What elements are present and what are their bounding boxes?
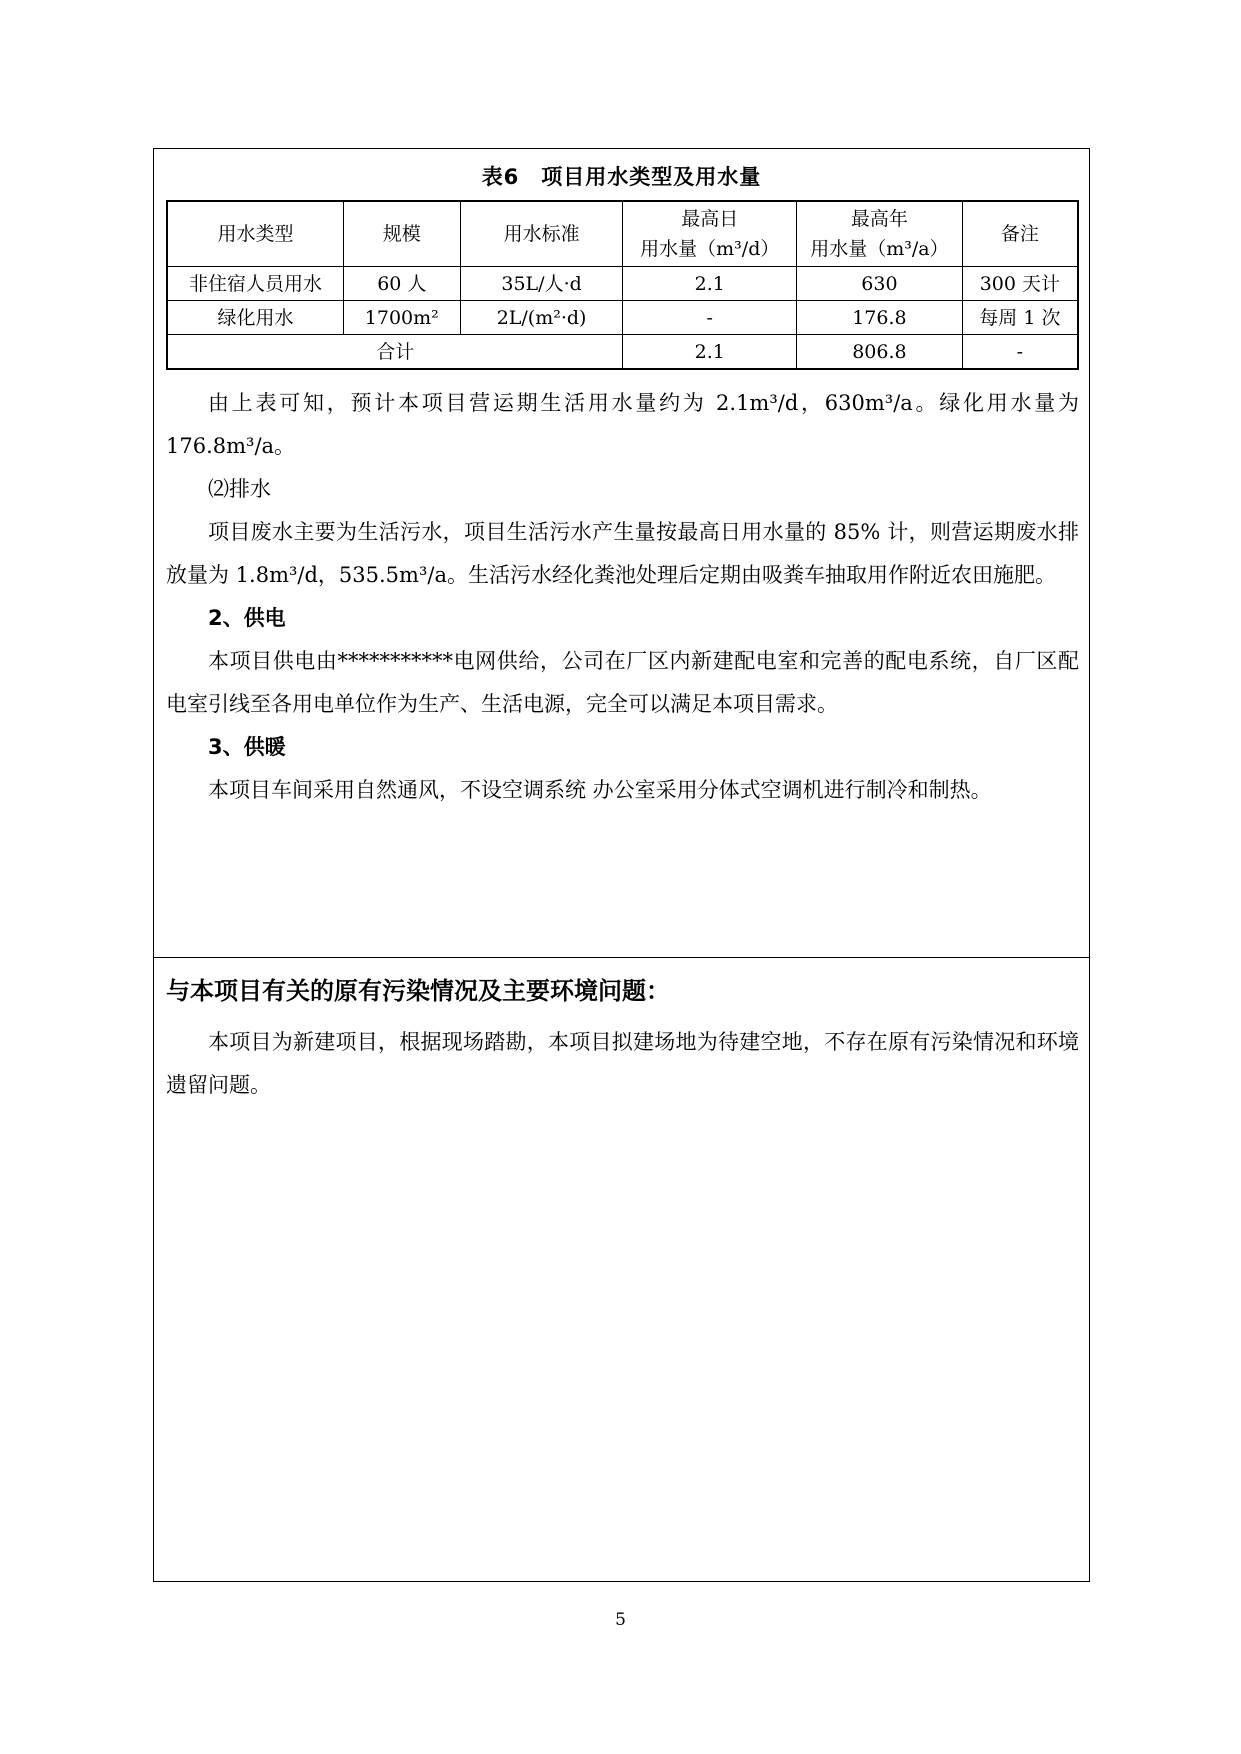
table-cell: 630 — [797, 267, 963, 301]
paragraph-power: 本项目供电由***********电网供给，公司在厂区内新建配电室和完善的配电系统，自厂区配电室引线至各用电单位作为生产、生活电源，完全可以满足本项目需求。 — [166, 649, 1079, 716]
table-header-row — [167, 201, 1078, 267]
header-cell: 备注 — [962, 201, 1078, 267]
table-cell: 176.8 — [797, 301, 963, 335]
table-cell: 35L/人·d — [460, 267, 623, 301]
paragraph-heating: 本项目车间采用自然通风，不设空调系统 办公室采用分体式空调机进行制冷和制热。 — [208, 778, 992, 802]
heading-heating: 3、供暖 — [208, 735, 286, 759]
header-cell: 用水类型 — [167, 201, 343, 267]
table-cell: 合计 — [167, 335, 623, 370]
table-cell: 绿化用水 — [167, 301, 343, 335]
paragraph-existing-pollution: 本项目为新建项目，根据现场踏勘，本项目拟建场地为待建空地，不存在原有污染情况和环境遗留问题。 — [166, 1030, 1079, 1097]
section-body — [166, 1021, 1079, 1107]
table-cell: 806.8 — [797, 335, 963, 370]
header-line: 用水量（m³/d） — [640, 238, 780, 260]
section-title: 与本项目有关的原有污染情况及主要环境问题： — [166, 977, 670, 1005]
table-cell: 2.1 — [623, 267, 797, 301]
header-cell: 规模 — [343, 201, 460, 267]
header-line: 最高年 — [850, 208, 908, 230]
body-text — [166, 382, 1079, 812]
table-cell: 1700m² — [343, 301, 460, 335]
header-cell: 用水标准 — [460, 201, 623, 267]
header-cell — [623, 201, 797, 267]
header-line: 用水量（m³/a） — [810, 238, 949, 260]
header-cell — [797, 201, 963, 267]
header-line: 最高日 — [681, 208, 739, 230]
table-cell: - — [962, 335, 1078, 370]
table-row — [167, 301, 1078, 335]
table-total-row — [167, 335, 1078, 370]
table-title: 表6 项目用水类型及用水量 — [481, 165, 762, 189]
table-row — [167, 267, 1078, 301]
subheading-drainage: ⑵排水 — [208, 477, 271, 501]
table-cell: 每周 1 次 — [962, 301, 1078, 335]
section-divider — [154, 957, 1089, 958]
paragraph-drainage: 项目废水主要为生活污水，项目生活污水产生量按最高日用水量的 85% 计，则营运期废水排放量为 1.8m³/d，535.5m³/a。生活污水经化粪池处理后定期由吸粪车抽取用作附近农田施肥。 — [166, 520, 1079, 587]
table-cell: 60 人 — [343, 267, 460, 301]
page-number: 5 — [615, 1610, 626, 1630]
table-cell: 300 天计 — [962, 267, 1078, 301]
paragraph-water-summary: 由上表可知，预计本项目营运期生活用水量约为 2.1m³/d，630m³/a。绿化用水量为 176.8m³/a。 — [166, 391, 1079, 458]
table-cell: 2L/(m²·d) — [460, 301, 623, 335]
table-cell: 2.1 — [623, 335, 797, 370]
table-cell: 非住宿人员用水 — [167, 267, 343, 301]
water-usage-table — [166, 200, 1079, 370]
table-cell: - — [623, 301, 797, 335]
heading-power: 2、供电 — [208, 606, 286, 630]
form-box — [153, 148, 1090, 1582]
